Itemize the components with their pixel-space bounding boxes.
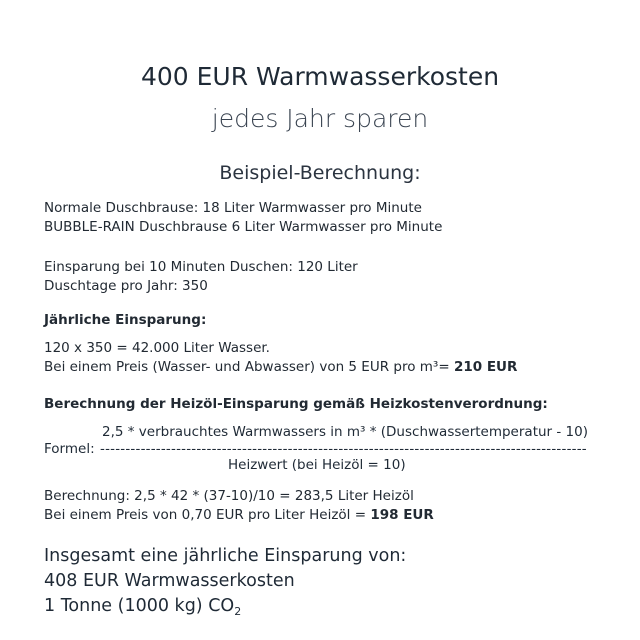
annual-savings-heading: Jährliche Einsparung: <box>44 312 207 328</box>
shower-days-text: Duschtage pro Jahr: 350 <box>44 278 208 294</box>
page-title: 400 EUR Warmwasserkosten <box>140 62 500 91</box>
heating-oil-heading: Berechnung der Heizöl-Einsparung gemäß Heizkostenverordnung: <box>44 396 548 412</box>
normal-shower-text: Normale Duschbrause: 18 Liter Warmwasser pro Minute <box>44 200 422 216</box>
formula-label: Formel: <box>44 441 95 457</box>
total-savings-co2 <box>44 596 241 618</box>
water-price-value: 210 EUR <box>453 359 518 375</box>
water-calculation-text: 120 x 350 = 42.000 Liter Wasser. <box>44 340 270 356</box>
savings-10-minutes-text: Einsparung bei 10 Minuten Duschen: 120 Liter <box>44 259 358 275</box>
oil-calculation-text: Berechnung: 2,5 * 42 * (37-10)/10 = 283,5 Liter Heizöl <box>44 488 414 504</box>
water-price-text <box>44 359 517 375</box>
total-savings-cost: 408 EUR Warmwasserkosten <box>44 571 295 591</box>
oil-price-prefix: Bei einem Preis von 0,70 EUR pro Liter Heizöl = <box>44 507 371 523</box>
total-savings-heading: Insgesamt eine jährliche Einsparung von: <box>44 546 407 566</box>
page-subtitle: jedes Jahr sparen <box>211 104 429 133</box>
formula-numerator: 2,5 * verbrauchtes Warmwassers in m³ * (Duschwassertemperatur - 10) <box>102 424 588 440</box>
co2-subscript: 2 <box>234 605 242 618</box>
oil-price-text <box>44 507 434 523</box>
oil-price-value: 198 EUR <box>370 507 434 523</box>
example-heading: Beispiel-Berechnung: <box>219 162 421 184</box>
bubble-rain-shower-text: BUBBLE-RAIN Duschbrause 6 Liter Warmwasser pro Minute <box>44 219 443 235</box>
co2-prefix: 1 Tonne (1000 kg) CO <box>44 596 235 616</box>
formula-denominator: Heizwert (bei Heizöl = 10) <box>228 457 406 473</box>
formula-divider: ------------------------------------------------------------------------------------------------ <box>100 441 587 457</box>
water-price-prefix: Bei einem Preis (Wasser- und Abwasser) von 5 EUR pro m³= <box>44 359 454 375</box>
